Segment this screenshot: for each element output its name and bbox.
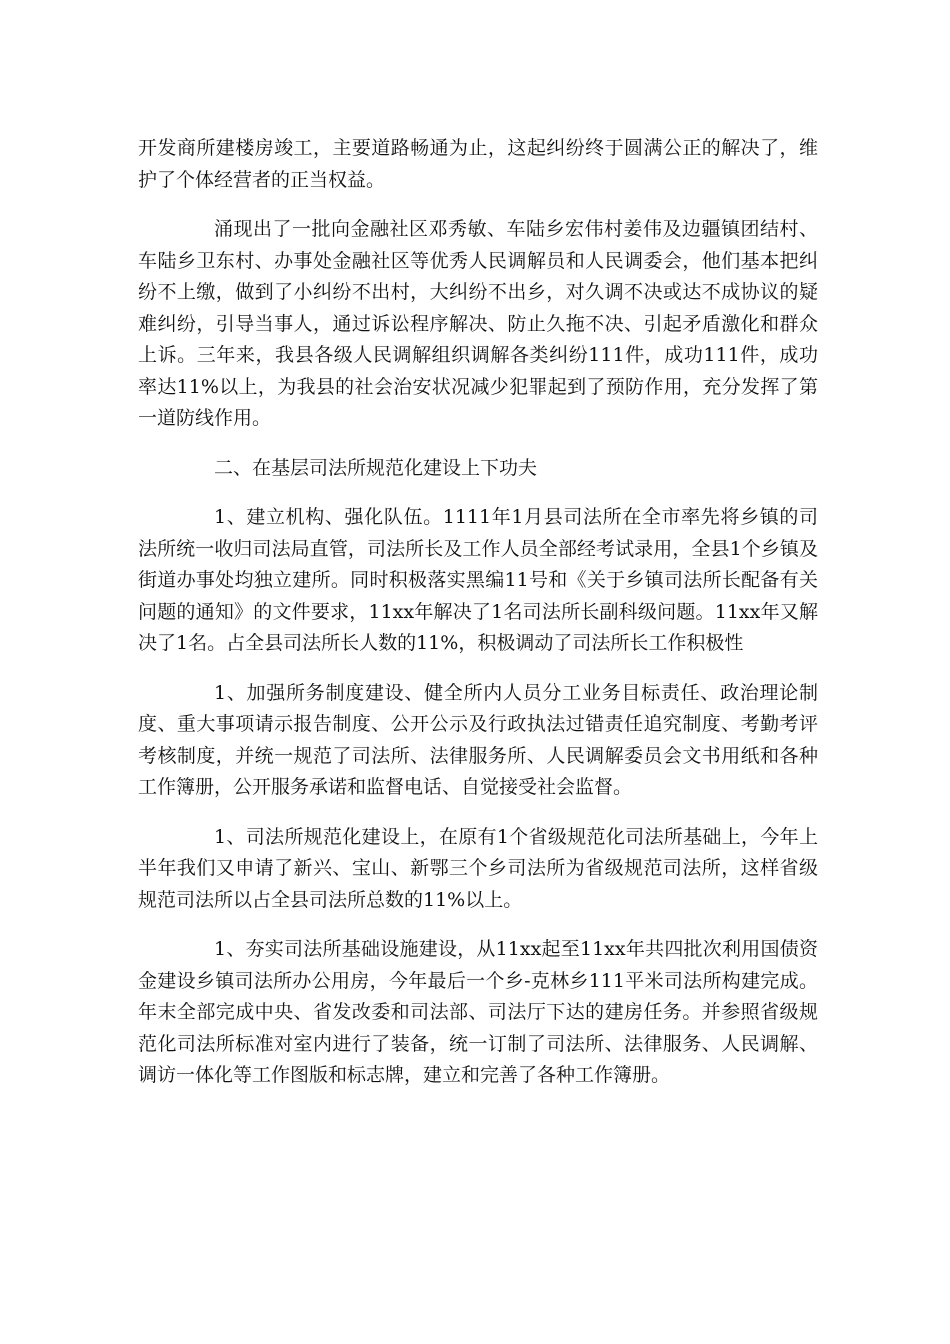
paragraph-mediators: 涌现出了一批向金融社区邓秀敏、车陆乡宏伟村姜伟及边疆镇团结村、车陆乡卫东村、办事处金融社区等优秀人民调解员和人民调委会，他们基本把纠纷不上缴，做到了小纠纷不出村，大纠纷不出乡，对久调不决或达不成协议的疑难纠纷，引导当事人，通过诉讼程序解决、防止久拖不决、引起矛盾激化和群众上诉。三年来，我县各级人民调解组织调解各类纠纷111件，成功111件，成功率达11%以上，为我县的社会治安状况减少犯罪起到了预防作用，充分发挥了第一道防线作用。 — [138, 218, 818, 429]
paragraph-dispute-resolution: 开发商所建楼房竣工，主要道路畅通为止，这起纠纷终于圆满公正的解决了，维护了个体经营者的正当权益。 — [138, 137, 818, 191]
paragraph-standardization: 1、司法所规范化建设上，在原有1个省级规范化司法所基础上，今年上半年我们又申请了新兴、宝山、新鄂三个乡司法所为省级规范司法所，这样省级规范司法所以占全县司法所总数的11%以上。 — [138, 825, 818, 911]
section-heading: 二、在基层司法所规范化建设上下功夫 — [214, 456, 538, 479]
paragraph-system-building: 1、加强所务制度建设、健全所内人员分工业务目标责任、政治理论制度、重大事项请示报告制度、公开公示及行政执法过错责任追究制度、考勤考评考核制度，并统一规范了司法所、法律服务所、人民调解委员会文书用纸和各种工作簿册，公开服务承诺和监督电话、自觉接受社会监督。 — [138, 681, 818, 798]
paragraph-organization: 1、建立机构、强化队伍。1111年1月县司法所在全市率先将乡镇的司法所统一收归司法局直管，司法所长及工作人员全部经考试录用，全县1个乡镇及街道办事处均独立建所。同时积极落实黑编11号和《关于乡镇司法所长配备有关问题的通知》的文件要求，11xx年解决了1名司法所长副科级问题。11xx年又解决了1名。占全县司法所长人数的11%，积极调动了司法所长工作积极性 — [138, 506, 818, 654]
paragraph-infrastructure: 1、夯实司法所基础设施建设，从11xx起至11xx年共四批次利用国债资金建设乡镇司法所办公用房，今年最后一个乡-克林乡111平米司法所构建完成。年末全部完成中央、省发改委和司法部、司法厅下达的建房任务。并参照省级规范化司法所标准对室内进行了装备，统一订制了司法所、法律服务、人民调解、调访一体化等工作图版和标志牌，建立和完善了各种工作簿册。 — [138, 938, 818, 1086]
document-body — [138, 133, 818, 1110]
